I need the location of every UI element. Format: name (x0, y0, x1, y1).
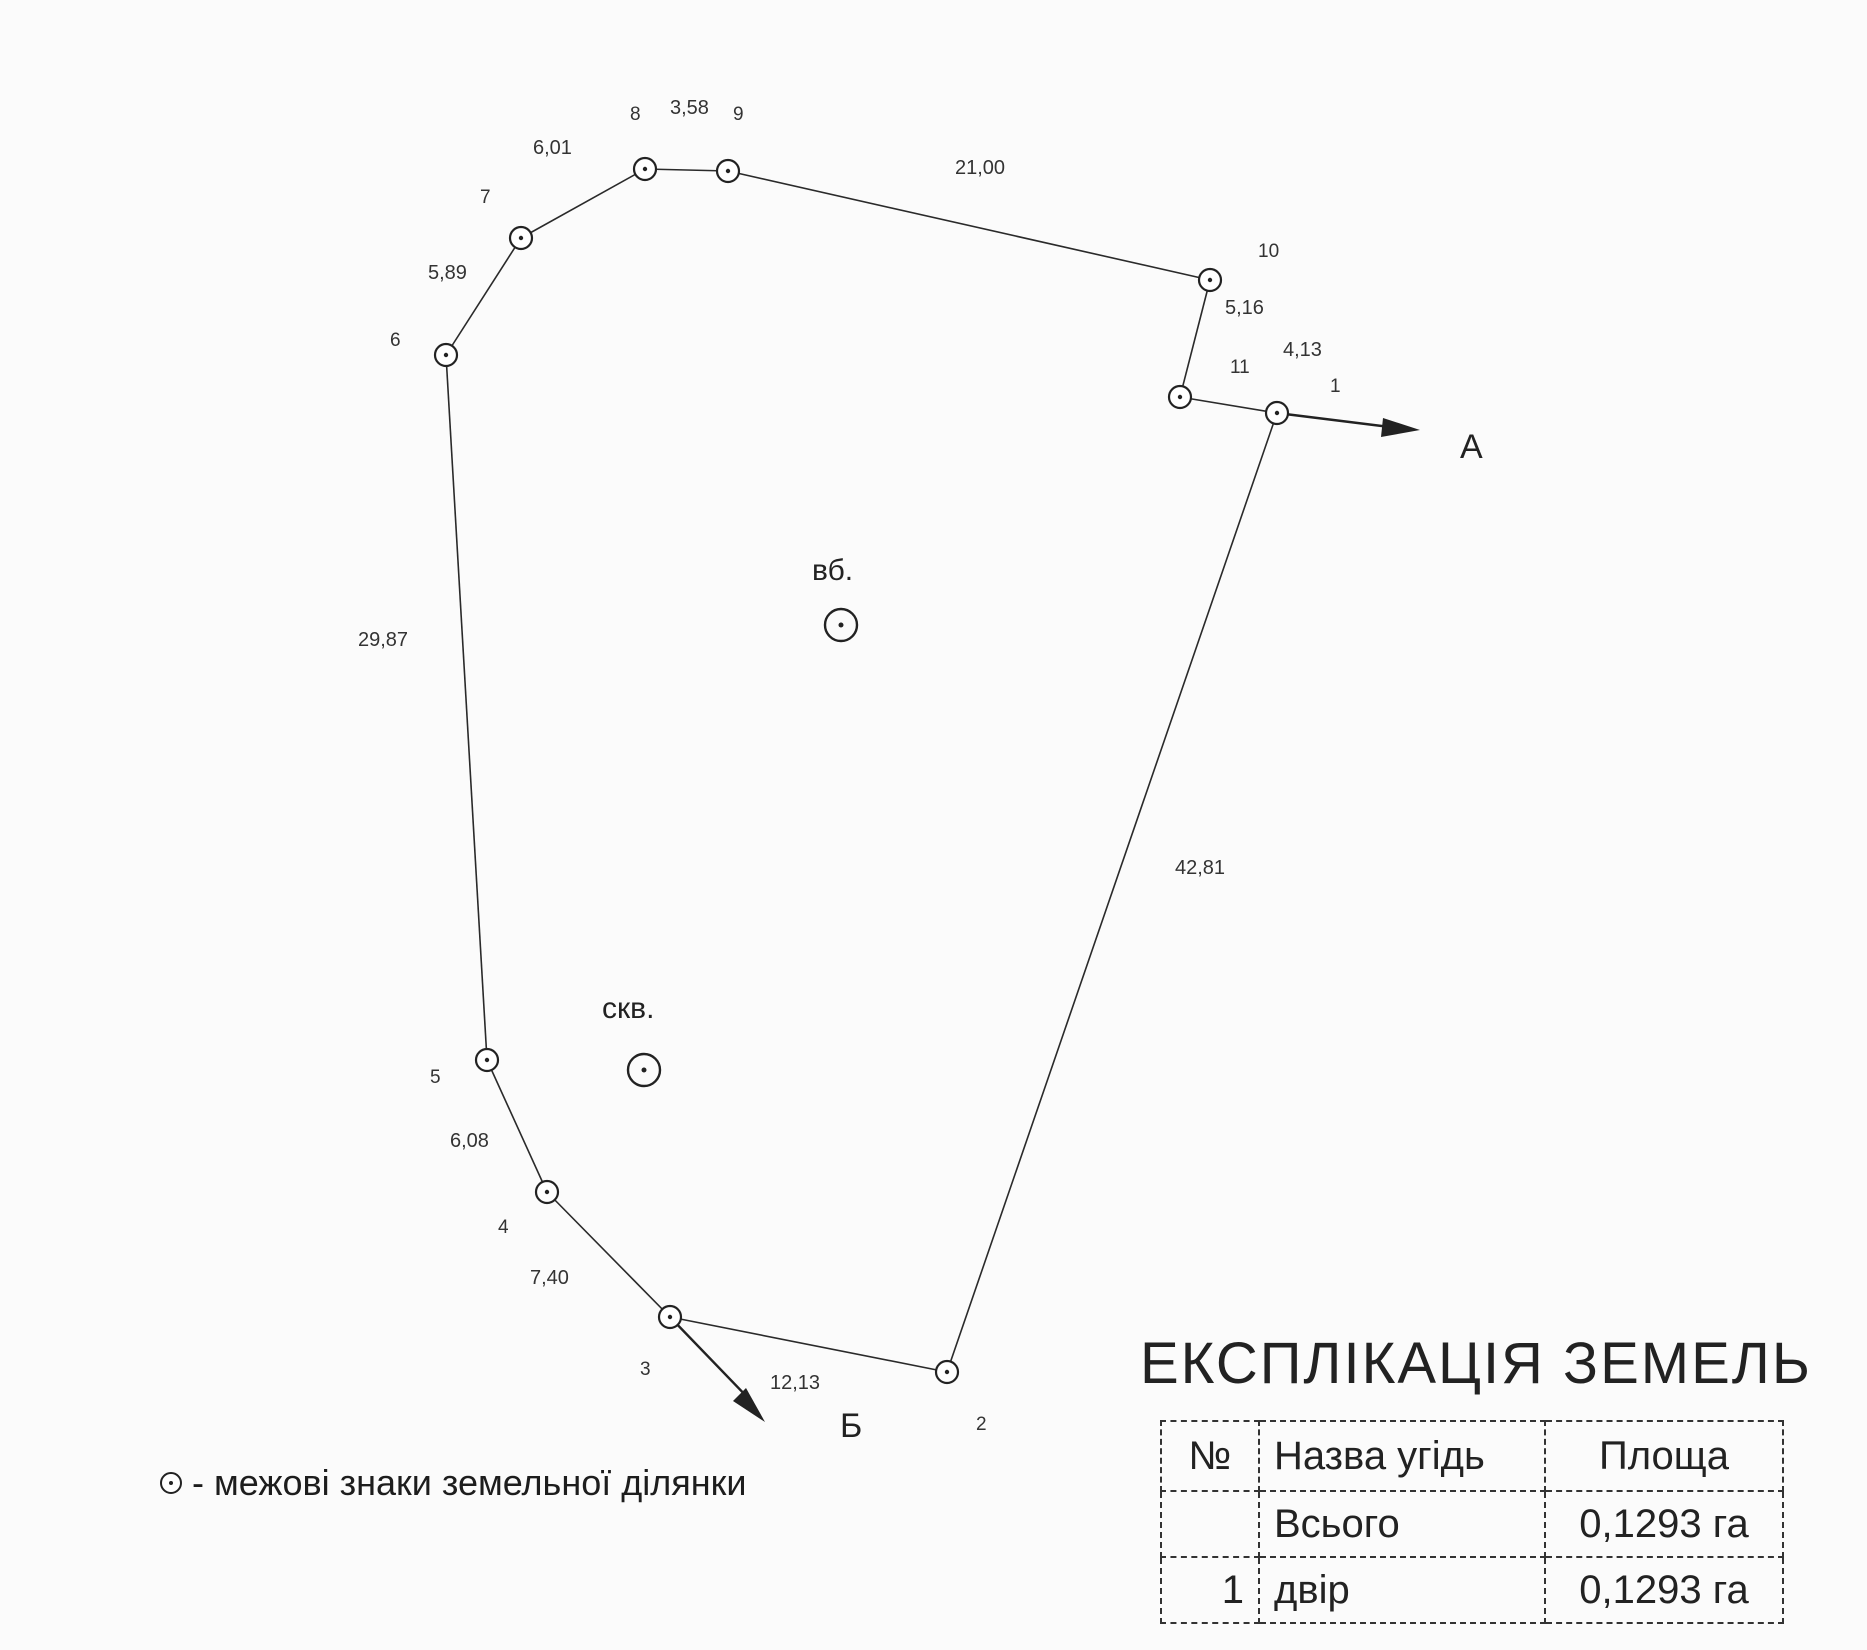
boundary-edge-1-2 (947, 413, 1277, 1372)
boundary-marker-dot-10 (1208, 278, 1212, 282)
row-number (1161, 1491, 1259, 1557)
boundary-edge-6-7 (446, 238, 521, 355)
edge-length-10-11: 5,16 (1225, 297, 1264, 319)
boundary-edge-7-8 (521, 169, 645, 238)
point-label-6: 6 (390, 330, 401, 351)
boundary-marker-dot-8 (643, 167, 647, 171)
point-label-10: 10 (1258, 241, 1280, 262)
edge-length-2-3: 12,13 (770, 1372, 821, 1394)
boundary-marker-dot-2 (945, 1370, 949, 1374)
explication-title: ЕКСПЛІКАЦІЯ ЗЕМЕЛЬ (1140, 1331, 1812, 1396)
header-number: № (1161, 1421, 1259, 1491)
table-row (1161, 1491, 1783, 1557)
direction-arrow-a (1277, 413, 1398, 428)
point-label-9: 9 (733, 104, 744, 125)
boundary-edge-8-9 (645, 169, 728, 171)
boundary-marker-dot-7 (519, 236, 523, 240)
edge-length-9-10: 21,00 (955, 157, 1006, 179)
boundary-marker-icon (160, 1472, 182, 1494)
row-name: Всього (1259, 1491, 1545, 1557)
point-label-2: 2 (976, 1414, 987, 1435)
edge-length-11-1: 4,13 (1283, 339, 1322, 361)
plan-features (602, 554, 857, 1086)
point-label-1: 1 (1330, 376, 1341, 397)
boundary-markers (435, 158, 1288, 1383)
boundary-edge-4-5 (487, 1060, 547, 1192)
boundary-marker-dot-9 (726, 169, 730, 173)
direction-arrow-b-head (733, 1388, 765, 1422)
feature-marker-dot-skv (642, 1068, 647, 1073)
boundary-edge-2-3 (670, 1317, 947, 1372)
boundary-edges (446, 169, 1280, 1372)
boundary-edge-9-10 (728, 171, 1210, 280)
row-name: двір (1259, 1557, 1545, 1623)
direction-arrows (670, 413, 1420, 1422)
boundary-marker-dot-1 (1275, 411, 1279, 415)
row-number: 1 (1161, 1557, 1259, 1623)
table-row (1161, 1557, 1783, 1623)
legend-text: - межові знаки земельної ділянки (192, 1462, 747, 1503)
feature-marker-dot-vb (839, 623, 844, 628)
direction-arrow-a-head (1381, 418, 1420, 437)
header-name: Назва угідь (1259, 1421, 1545, 1491)
plan-labels (358, 97, 1483, 1445)
table-header-row (1161, 1421, 1783, 1491)
direction-label-a: А (1460, 428, 1483, 466)
edge-length-1-2: 42,81 (1175, 857, 1226, 879)
point-label-5: 5 (430, 1067, 441, 1088)
point-label-4: 4 (498, 1217, 509, 1238)
boundary-edge-3-4 (547, 1192, 670, 1317)
feature-label-vb: вб. (812, 554, 854, 587)
point-label-11: 11 (1230, 357, 1250, 378)
point-label-3: 3 (640, 1359, 651, 1380)
explication-table (1160, 1420, 1784, 1624)
boundary-edge-10-11 (1180, 280, 1210, 397)
edge-length-3-4: 7,40 (530, 1267, 569, 1289)
boundary-edge-11-1 (1180, 397, 1277, 413)
header-area: Площа (1545, 1421, 1783, 1491)
point-label-8: 8 (630, 104, 641, 125)
boundary-edge-5-6 (446, 355, 487, 1060)
direction-label-b: Б (840, 1407, 863, 1445)
boundary-marker-dot-11 (1178, 395, 1182, 399)
boundary-marker-dot-6 (444, 353, 448, 357)
row-area: 0,1293 га (1545, 1491, 1783, 1557)
edge-length-5-6: 29,87 (358, 629, 409, 651)
edge-length-4-5: 6,08 (450, 1130, 489, 1152)
edge-length-7-8: 6,01 (533, 137, 572, 159)
feature-label-skv: скв. (602, 992, 655, 1025)
row-area: 0,1293 га (1545, 1557, 1783, 1623)
edge-length-8-9: 3,58 (670, 97, 709, 119)
edge-length-6-7: 5,89 (428, 262, 467, 284)
boundary-marker-dot-4 (545, 1190, 549, 1194)
point-label-7: 7 (480, 187, 491, 208)
boundary-marker-dot-3 (668, 1315, 672, 1319)
legend (160, 1462, 746, 1504)
boundary-marker-dot-5 (485, 1058, 489, 1062)
direction-arrow-b (670, 1317, 752, 1402)
